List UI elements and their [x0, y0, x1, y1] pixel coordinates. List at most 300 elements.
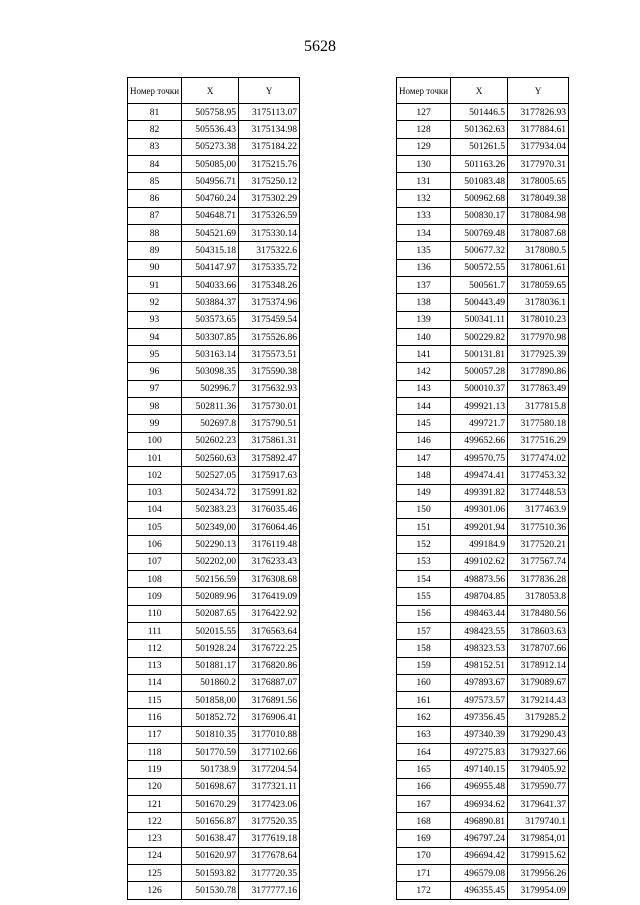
table-row — [397, 432, 569, 449]
point-number-cell: 137 — [397, 276, 451, 293]
x-coordinate-cell: 501620.97 — [182, 847, 239, 864]
y-coordinate-cell: 3176422.92 — [239, 605, 300, 622]
x-coordinate-cell: 502202,00 — [182, 553, 239, 570]
x-coordinate-cell: 501860.2 — [182, 674, 239, 691]
x-coordinate-cell: 500677.32 — [451, 242, 508, 259]
x-coordinate-cell: 496955.48 — [451, 778, 508, 795]
x-coordinate-cell: 503098.35 — [182, 363, 239, 380]
table-row — [128, 692, 300, 709]
table-row — [128, 121, 300, 138]
x-coordinate-cell: 501083.48 — [451, 173, 508, 190]
x-coordinate-cell: 499301.06 — [451, 501, 508, 518]
point-number-cell: 103 — [128, 484, 182, 501]
point-number-cell: 114 — [128, 674, 182, 691]
point-number-cell: 116 — [128, 709, 182, 726]
y-coordinate-cell: 3175991.82 — [239, 484, 300, 501]
y-coordinate-cell: 3175861.31 — [239, 432, 300, 449]
table-row — [397, 242, 569, 259]
y-coordinate-cell: 3178061.61 — [508, 259, 569, 276]
table-row — [397, 726, 569, 743]
y-coordinate-cell: 3178707.66 — [508, 640, 569, 657]
point-number-cell: 154 — [397, 571, 451, 588]
point-number-cell: 171 — [397, 865, 451, 882]
table-row — [397, 501, 569, 518]
y-coordinate-cell: 3176722.25 — [239, 640, 300, 657]
table-row — [128, 138, 300, 155]
point-number-cell: 93 — [128, 311, 182, 328]
x-coordinate-cell: 501362.63 — [451, 121, 508, 138]
point-number-cell: 122 — [128, 813, 182, 830]
table-row — [128, 501, 300, 518]
table-row — [397, 571, 569, 588]
y-coordinate-cell: 3178049.38 — [508, 190, 569, 207]
y-coordinate-cell: 3176064.46 — [239, 519, 300, 536]
point-number-cell: 86 — [128, 190, 182, 207]
table-row — [397, 259, 569, 276]
point-number-cell: 170 — [397, 847, 451, 864]
x-coordinate-cell: 496797.24 — [451, 830, 508, 847]
table-row — [397, 380, 569, 397]
point-number-cell: 169 — [397, 830, 451, 847]
table-row — [128, 553, 300, 570]
x-coordinate-cell: 500010.37 — [451, 380, 508, 397]
table-row — [128, 865, 300, 882]
x-coordinate-cell: 499391.82 — [451, 484, 508, 501]
table-row — [128, 432, 300, 449]
x-coordinate-cell: 499474.41 — [451, 467, 508, 484]
table-row — [397, 657, 569, 674]
y-coordinate-cell: 3177102.66 — [239, 743, 300, 760]
point-number-cell: 153 — [397, 553, 451, 570]
point-number-cell: 108 — [128, 571, 182, 588]
y-coordinate-cell: 3178005.65 — [508, 173, 569, 190]
y-coordinate-cell: 3176233.43 — [239, 553, 300, 570]
y-coordinate-cell: 3175113.07 — [239, 104, 300, 121]
y-coordinate-cell: 3179089.67 — [508, 674, 569, 691]
x-coordinate-cell: 498873.56 — [451, 571, 508, 588]
table-row — [397, 813, 569, 830]
point-number-cell: 109 — [128, 588, 182, 605]
point-number-cell: 83 — [128, 138, 182, 155]
y-coordinate-cell: 3175459.54 — [239, 311, 300, 328]
table-row — [397, 743, 569, 760]
point-number-cell: 145 — [397, 415, 451, 432]
point-number-cell: 164 — [397, 743, 451, 760]
x-coordinate-cell: 502811.36 — [182, 398, 239, 415]
table-row — [128, 571, 300, 588]
table-row — [397, 795, 569, 812]
x-coordinate-cell: 503573.65 — [182, 311, 239, 328]
y-coordinate-cell: 3177815.8 — [508, 398, 569, 415]
table-row — [397, 865, 569, 882]
y-coordinate-cell: 3177520.21 — [508, 536, 569, 553]
point-number-cell: 148 — [397, 467, 451, 484]
x-coordinate-cell: 499921.13 — [451, 398, 508, 415]
y-coordinate-cell: 3175134.98 — [239, 121, 300, 138]
x-coordinate-cell: 504760.24 — [182, 190, 239, 207]
point-number-cell: 144 — [397, 398, 451, 415]
y-coordinate-cell: 3177826.93 — [508, 104, 569, 121]
table-row — [397, 519, 569, 536]
table-row — [128, 882, 300, 899]
y-coordinate-cell: 3177970.31 — [508, 155, 569, 172]
point-number-cell: 147 — [397, 449, 451, 466]
x-coordinate-cell: 503307.85 — [182, 328, 239, 345]
point-number-cell: 95 — [128, 346, 182, 363]
x-coordinate-cell: 505758.95 — [182, 104, 239, 121]
point-number-cell: 123 — [128, 830, 182, 847]
y-coordinate-cell: 3177970.98 — [508, 328, 569, 345]
point-number-cell: 98 — [128, 398, 182, 415]
point-number-cell: 119 — [128, 761, 182, 778]
table-row — [397, 605, 569, 622]
point-number-cell: 163 — [397, 726, 451, 743]
point-number-cell: 81 — [128, 104, 182, 121]
point-number-cell: 135 — [397, 242, 451, 259]
x-coordinate-cell: 497275.83 — [451, 743, 508, 760]
table-row — [128, 242, 300, 259]
table-row — [128, 190, 300, 207]
x-coordinate-cell: 503884.37 — [182, 294, 239, 311]
y-coordinate-cell: 3175326.59 — [239, 207, 300, 224]
point-number-cell: 88 — [128, 225, 182, 242]
table-row — [128, 294, 300, 311]
x-coordinate-cell: 500769.48 — [451, 225, 508, 242]
table-row — [397, 173, 569, 190]
table-row — [128, 778, 300, 795]
y-coordinate-cell: 3176887.07 — [239, 674, 300, 691]
x-coordinate-cell: 499721.7 — [451, 415, 508, 432]
y-coordinate-cell: 3175215.76 — [239, 155, 300, 172]
y-coordinate-cell: 3179285.2 — [508, 709, 569, 726]
x-coordinate-cell: 498704.85 — [451, 588, 508, 605]
table-row — [128, 225, 300, 242]
table-row — [397, 328, 569, 345]
x-coordinate-cell: 504956.71 — [182, 173, 239, 190]
table-row — [397, 622, 569, 639]
point-number-cell: 132 — [397, 190, 451, 207]
x-coordinate-cell: 502089.96 — [182, 588, 239, 605]
table-row — [397, 830, 569, 847]
table-row — [397, 553, 569, 570]
point-number-cell: 104 — [128, 501, 182, 518]
table-row — [397, 847, 569, 864]
point-number-cell: 129 — [397, 138, 451, 155]
point-number-cell: 167 — [397, 795, 451, 812]
table-row — [128, 259, 300, 276]
y-coordinate-cell: 3177453.32 — [508, 467, 569, 484]
y-coordinate-cell: 3177423.06 — [239, 795, 300, 812]
y-coordinate-cell: 3175892.47 — [239, 449, 300, 466]
y-coordinate-cell: 3177934.04 — [508, 138, 569, 155]
point-number-cell: 112 — [128, 640, 182, 657]
point-number-cell: 138 — [397, 294, 451, 311]
x-coordinate-cell: 505085,00 — [182, 155, 239, 172]
coordinates-table-left — [127, 77, 300, 900]
y-coordinate-cell: 3176308.68 — [239, 571, 300, 588]
point-number-cell: 140 — [397, 328, 451, 345]
point-number-cell: 97 — [128, 380, 182, 397]
table-row — [128, 449, 300, 466]
y-coordinate-cell: 3175590.38 — [239, 363, 300, 380]
point-number-cell: 131 — [397, 173, 451, 190]
table-row — [397, 155, 569, 172]
x-coordinate-cell: 496934.62 — [451, 795, 508, 812]
x-coordinate-cell: 504147.97 — [182, 259, 239, 276]
table-row — [128, 761, 300, 778]
x-coordinate-cell: 501656.87 — [182, 813, 239, 830]
y-coordinate-cell: 3177720.35 — [239, 865, 300, 882]
point-number-cell: 166 — [397, 778, 451, 795]
x-coordinate-cell: 502349,00 — [182, 519, 239, 536]
y-coordinate-cell: 3175374.96 — [239, 294, 300, 311]
point-number-cell: 99 — [128, 415, 182, 432]
point-number-cell: 157 — [397, 622, 451, 639]
point-number-cell: 139 — [397, 311, 451, 328]
header-y: Y — [239, 78, 300, 104]
table-row — [397, 484, 569, 501]
y-coordinate-cell: 3177567.74 — [508, 553, 569, 570]
y-coordinate-cell: 3178010.23 — [508, 311, 569, 328]
x-coordinate-cell: 496355.45 — [451, 882, 508, 899]
table-row — [128, 104, 300, 121]
x-coordinate-cell: 501810.35 — [182, 726, 239, 743]
y-coordinate-cell: 3175184.22 — [239, 138, 300, 155]
point-number-cell: 124 — [128, 847, 182, 864]
y-coordinate-cell: 3177520.35 — [239, 813, 300, 830]
y-coordinate-cell: 3177204.54 — [239, 761, 300, 778]
y-coordinate-cell: 3177777.16 — [239, 882, 300, 899]
table-row — [128, 467, 300, 484]
x-coordinate-cell: 496579.08 — [451, 865, 508, 882]
y-coordinate-cell: 3175573.51 — [239, 346, 300, 363]
x-coordinate-cell: 502156.59 — [182, 571, 239, 588]
x-coordinate-cell: 500572.55 — [451, 259, 508, 276]
x-coordinate-cell: 497893.67 — [451, 674, 508, 691]
y-coordinate-cell: 3178480.56 — [508, 605, 569, 622]
y-coordinate-cell: 3177884.61 — [508, 121, 569, 138]
table-row — [397, 276, 569, 293]
x-coordinate-cell: 501593.82 — [182, 865, 239, 882]
point-number-cell: 141 — [397, 346, 451, 363]
y-coordinate-cell: 3178912.14 — [508, 657, 569, 674]
table-row — [128, 674, 300, 691]
y-coordinate-cell: 3175302.29 — [239, 190, 300, 207]
y-coordinate-cell: 3178087.68 — [508, 225, 569, 242]
point-number-cell: 101 — [128, 449, 182, 466]
point-number-cell: 107 — [128, 553, 182, 570]
point-number-cell: 130 — [397, 155, 451, 172]
table-row — [397, 449, 569, 466]
x-coordinate-cell: 502290.13 — [182, 536, 239, 553]
table-row — [128, 830, 300, 847]
y-coordinate-cell: 3179590.77 — [508, 778, 569, 795]
point-number-cell: 151 — [397, 519, 451, 536]
table-row — [397, 311, 569, 328]
point-number-cell: 150 — [397, 501, 451, 518]
y-coordinate-cell: 3177678.64 — [239, 847, 300, 864]
y-coordinate-cell: 3176035.46 — [239, 501, 300, 518]
table-row — [128, 795, 300, 812]
point-number-cell: 113 — [128, 657, 182, 674]
y-coordinate-cell: 3177510.36 — [508, 519, 569, 536]
y-coordinate-cell: 3179954.09 — [508, 882, 569, 899]
y-coordinate-cell: 3175526.86 — [239, 328, 300, 345]
y-coordinate-cell: 3177010.88 — [239, 726, 300, 743]
x-coordinate-cell: 502697.8 — [182, 415, 239, 432]
y-coordinate-cell: 3177836.28 — [508, 571, 569, 588]
table-row — [397, 398, 569, 415]
y-coordinate-cell: 3175632.93 — [239, 380, 300, 397]
table-row — [128, 519, 300, 536]
x-coordinate-cell: 501852.72 — [182, 709, 239, 726]
header-x: X — [182, 78, 239, 104]
x-coordinate-cell: 498323.53 — [451, 640, 508, 657]
x-coordinate-cell: 496694.42 — [451, 847, 508, 864]
point-number-cell: 117 — [128, 726, 182, 743]
y-coordinate-cell: 3177890.86 — [508, 363, 569, 380]
point-number-cell: 102 — [128, 467, 182, 484]
table-row — [397, 225, 569, 242]
x-coordinate-cell: 499184.9 — [451, 536, 508, 553]
page-number: 5628 — [304, 38, 336, 55]
x-coordinate-cell: 500561.7 — [451, 276, 508, 293]
x-coordinate-cell: 502087.65 — [182, 605, 239, 622]
y-coordinate-cell: 3179854,01 — [508, 830, 569, 847]
table-row — [397, 588, 569, 605]
table-row — [128, 709, 300, 726]
y-coordinate-cell: 3178053.8 — [508, 588, 569, 605]
table-row — [397, 346, 569, 363]
y-coordinate-cell: 3175348.26 — [239, 276, 300, 293]
point-number-cell: 128 — [397, 121, 451, 138]
y-coordinate-cell: 3179327.66 — [508, 743, 569, 760]
x-coordinate-cell: 504033.66 — [182, 276, 239, 293]
x-coordinate-cell: 497573.57 — [451, 692, 508, 709]
table-row — [128, 207, 300, 224]
table-row — [397, 709, 569, 726]
table-row — [128, 276, 300, 293]
x-coordinate-cell: 503163.14 — [182, 346, 239, 363]
y-coordinate-cell: 3176419.09 — [239, 588, 300, 605]
table-row — [128, 484, 300, 501]
point-number-cell: 156 — [397, 605, 451, 622]
x-coordinate-cell: 502527.05 — [182, 467, 239, 484]
point-number-cell: 100 — [128, 432, 182, 449]
x-coordinate-cell: 501670.29 — [182, 795, 239, 812]
point-number-cell: 134 — [397, 225, 451, 242]
x-coordinate-cell: 505536.43 — [182, 121, 239, 138]
y-coordinate-cell: 3177474.02 — [508, 449, 569, 466]
point-number-cell: 96 — [128, 363, 182, 380]
x-coordinate-cell: 499652.66 — [451, 432, 508, 449]
point-number-cell: 110 — [128, 605, 182, 622]
table-row — [397, 467, 569, 484]
point-number-cell: 168 — [397, 813, 451, 830]
y-coordinate-cell: 3175330.14 — [239, 225, 300, 242]
table-row — [128, 173, 300, 190]
header-point-number: Номер точки — [128, 78, 182, 104]
x-coordinate-cell: 501928.24 — [182, 640, 239, 657]
table-row — [128, 847, 300, 864]
point-number-cell: 85 — [128, 173, 182, 190]
x-coordinate-cell: 497140.15 — [451, 761, 508, 778]
point-number-cell: 115 — [128, 692, 182, 709]
point-number-cell: 133 — [397, 207, 451, 224]
x-coordinate-cell: 501638.47 — [182, 830, 239, 847]
x-coordinate-cell: 498463.44 — [451, 605, 508, 622]
table-row — [397, 104, 569, 121]
x-coordinate-cell: 497340.39 — [451, 726, 508, 743]
y-coordinate-cell: 3177463.9 — [508, 501, 569, 518]
x-coordinate-cell: 502602.23 — [182, 432, 239, 449]
x-coordinate-cell: 500229.82 — [451, 328, 508, 345]
table-row — [128, 398, 300, 415]
point-number-cell: 120 — [128, 778, 182, 795]
point-number-cell: 158 — [397, 640, 451, 657]
x-coordinate-cell: 501698.67 — [182, 778, 239, 795]
y-coordinate-cell: 3179915.62 — [508, 847, 569, 864]
x-coordinate-cell: 501530.78 — [182, 882, 239, 899]
table-row — [128, 155, 300, 172]
point-number-cell: 146 — [397, 432, 451, 449]
x-coordinate-cell: 501738.9 — [182, 761, 239, 778]
point-number-cell: 152 — [397, 536, 451, 553]
point-number-cell: 105 — [128, 519, 182, 536]
y-coordinate-cell: 3179214.43 — [508, 692, 569, 709]
y-coordinate-cell: 3176891.56 — [239, 692, 300, 709]
table-row — [128, 328, 300, 345]
table-row — [397, 363, 569, 380]
x-coordinate-cell: 501446.5 — [451, 104, 508, 121]
x-coordinate-cell: 502383.23 — [182, 501, 239, 518]
point-number-cell: 94 — [128, 328, 182, 345]
y-coordinate-cell: 3179740.1 — [508, 813, 569, 830]
x-coordinate-cell: 500131.81 — [451, 346, 508, 363]
point-number-cell: 118 — [128, 743, 182, 760]
point-number-cell: 159 — [397, 657, 451, 674]
point-number-cell: 143 — [397, 380, 451, 397]
y-coordinate-cell: 3175790.51 — [239, 415, 300, 432]
y-coordinate-cell: 3178080.5 — [508, 242, 569, 259]
x-coordinate-cell: 498423.55 — [451, 622, 508, 639]
x-coordinate-cell: 500341.11 — [451, 311, 508, 328]
x-coordinate-cell: 500057.28 — [451, 363, 508, 380]
table-row — [397, 778, 569, 795]
y-coordinate-cell: 3175250.12 — [239, 173, 300, 190]
table-row — [128, 363, 300, 380]
y-coordinate-cell: 3179641.37 — [508, 795, 569, 812]
point-number-cell: 91 — [128, 276, 182, 293]
point-number-cell: 111 — [128, 622, 182, 639]
table-row — [128, 605, 300, 622]
table-row — [128, 726, 300, 743]
table-row — [128, 415, 300, 432]
y-coordinate-cell: 3176906.41 — [239, 709, 300, 726]
point-number-cell: 162 — [397, 709, 451, 726]
y-coordinate-cell: 3175917.63 — [239, 467, 300, 484]
table-row — [128, 743, 300, 760]
point-number-cell: 84 — [128, 155, 182, 172]
x-coordinate-cell: 497356.45 — [451, 709, 508, 726]
x-coordinate-cell: 501163.26 — [451, 155, 508, 172]
table-row — [397, 692, 569, 709]
x-coordinate-cell: 500830.17 — [451, 207, 508, 224]
point-number-cell: 172 — [397, 882, 451, 899]
table-row — [128, 640, 300, 657]
table-row — [397, 674, 569, 691]
x-coordinate-cell: 499570.75 — [451, 449, 508, 466]
